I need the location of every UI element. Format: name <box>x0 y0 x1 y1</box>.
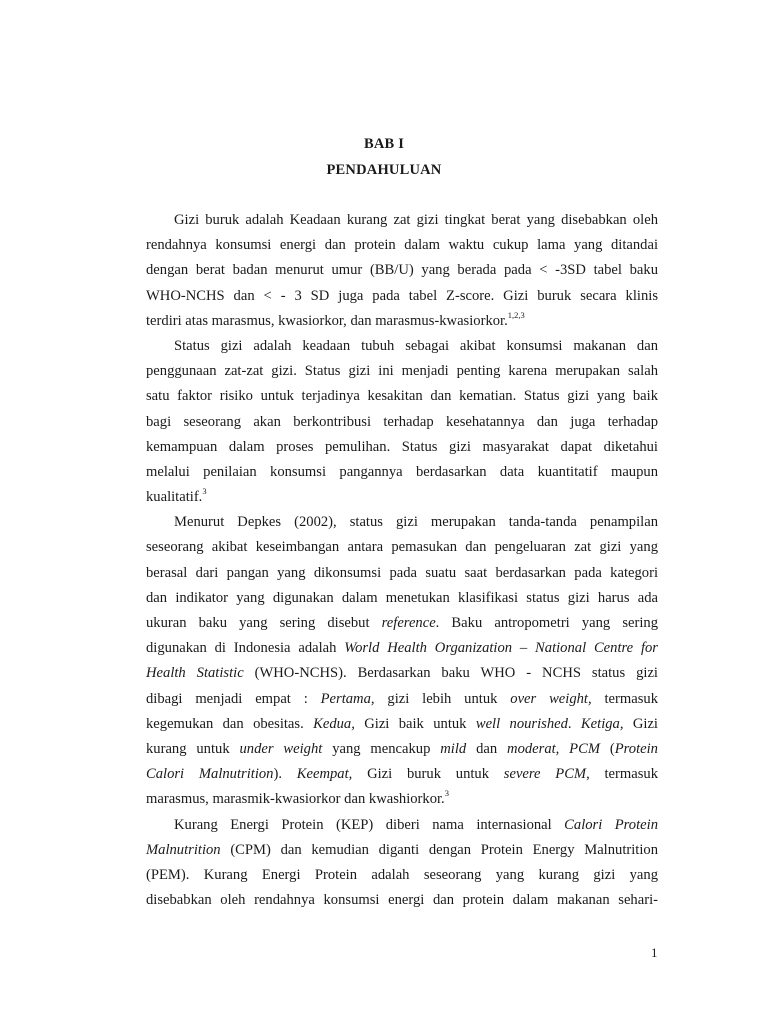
text-segment: kemampuan dalam proses pemulihan. Status gizi masyarakat dapat diketahui <box>146 438 658 455</box>
italic-term: over weight, <box>510 690 592 707</box>
text-segment: . Baku antropometri yang sering <box>435 615 658 631</box>
text-line <box>146 258 658 283</box>
text-segment: Gizi buruk adalah Keadaan kurang zat gizi tingkat berat yang disebabkan oleh <box>174 212 658 228</box>
text-segment: Kurang Energi Protein (KEP) diberi nama internasional <box>174 816 565 833</box>
page-number: 1 <box>651 945 658 960</box>
text-line <box>146 561 658 586</box>
text-line <box>146 535 658 560</box>
text-line <box>146 359 658 384</box>
italic-term: reference <box>381 615 436 631</box>
text-segment: melalui penilaian konsumsi pangannya berdasarkan data kuantitatif maupun <box>146 463 658 480</box>
italic-term: mild <box>440 740 467 757</box>
text-line <box>146 510 658 535</box>
italic-term: Keempat, <box>296 766 353 783</box>
text-line <box>146 233 658 258</box>
text-line <box>146 460 658 485</box>
text-segment: marasmus, marasmik-kwasiorkor dan kwashiorkor. <box>146 791 445 808</box>
text-line <box>146 334 658 359</box>
text-segment: (PEM). Kurang Energi Protein adalah seseorang yang kurang gizi yang <box>146 866 658 883</box>
text-line <box>146 435 658 460</box>
text-line <box>146 687 658 712</box>
italic-term: well nourished <box>475 715 568 732</box>
italic-term: Ketiga, <box>580 715 624 732</box>
text-line <box>146 813 658 838</box>
text-line <box>146 863 658 888</box>
italic-term: moderat, PCM <box>507 740 600 757</box>
text-line <box>146 208 658 233</box>
text-line <box>146 410 658 435</box>
text-segment: ( <box>600 740 615 757</box>
text-segment: Gizi <box>623 715 658 732</box>
text-segment: WHO-NCHS dan < - 3 SD juga pada tabel Z-score. Gizi buruk secara klinis <box>146 287 658 304</box>
chapter-number: BAB I <box>363 136 405 152</box>
text-segment: kurang untuk <box>146 740 240 757</box>
text-line <box>146 787 658 812</box>
text-line <box>146 888 658 913</box>
text-segment: dibagi menjadi empat : <box>146 690 321 707</box>
text-segment: . <box>567 715 581 732</box>
text-segment: kegemukan dan obesitas. <box>146 715 314 732</box>
italic-term: under weight <box>239 740 323 757</box>
text-segment: termasuk <box>591 690 658 707</box>
text-segment: dan <box>466 740 508 757</box>
text-segment: digunakan di Indonesia adalah <box>146 640 345 657</box>
text-segment: dengan berat badan menurut umur (BB/U) yang berada pada < -3SD tabel baku <box>146 262 658 279</box>
text-segment: kualitatif. <box>146 489 203 506</box>
text-line <box>146 309 658 334</box>
text-line <box>146 586 658 611</box>
italic-term: Calori Protein <box>564 816 658 833</box>
text-segment: , termasuk <box>586 766 659 783</box>
italic-term: Kedua, <box>313 715 355 732</box>
text-segment: terdiri atas marasmus, kwasiorkor, dan marasmus-kwasiorkor. <box>146 312 508 329</box>
text-segment: gizi lebih untuk <box>374 690 511 707</box>
text-segment: (WHO-NCHS). Berdasarkan baku WHO - NCHS status gizi <box>243 665 658 682</box>
text-segment: Status gizi adalah keadaan tubuh sebagai akibat konsumsi makanan dan <box>174 337 658 354</box>
text-segment: seseorang akibat keseimbangan antara pemasukan dan pengeluaran zat gizi yang <box>146 539 658 556</box>
text-segment: yang mencakup <box>322 740 441 757</box>
italic-term: Protein <box>614 740 658 757</box>
italic-term: Calori Malnutrition <box>146 766 274 783</box>
text-segment: satu faktor risiko untuk terjadinya kesakitan dan kematian. Status gizi yang baik <box>146 388 658 405</box>
text-segment: berasal dari pangan yang dikonsumsi pada suatu saat berdasarkan pada kategori <box>146 564 658 581</box>
text-segment: ). <box>273 766 297 783</box>
text-segment: rendahnya konsumsi energi dan protein dalam waktu cukup lama yang ditandai <box>146 237 658 254</box>
text-line <box>146 712 658 737</box>
text-segment: Gizi baik untuk <box>354 715 476 732</box>
text-line <box>146 611 658 636</box>
text-segment: ukuran baku yang sering disebut <box>146 615 382 631</box>
text-segment: (CPM) dan kemudian diganti dengan Protein Energy Malnutrition <box>220 841 658 858</box>
text-segment: dan indikator yang digunakan dalam menetukan klasifikasi status gizi harus ada <box>146 589 658 606</box>
italic-term: Health Statistic <box>146 665 244 682</box>
text-line <box>146 284 658 309</box>
italic-term: Pertama, <box>320 690 375 707</box>
body-text <box>146 208 658 913</box>
text-line <box>146 485 658 510</box>
text-line <box>146 762 658 787</box>
chapter-title: PENDAHULUAN <box>326 162 442 178</box>
italic-term: World Health Organization – National Centre for <box>344 640 658 657</box>
text-segment: Gizi buruk untuk <box>352 766 504 783</box>
text-segment: disebabkan oleh rendahnya konsumsi energi dan protein dalam makanan sehari- <box>146 892 658 909</box>
text-line <box>146 661 658 686</box>
text-line <box>146 636 658 661</box>
text-line <box>146 737 658 762</box>
text-segment: Menurut Depkes (2002), status gizi merupakan tanda-tanda penampilan <box>174 514 658 531</box>
italic-term: severe PCM <box>503 766 587 783</box>
text-segment: bagi seseorang akan berkontribusi terhadap kesehatannya dan juga terhadap <box>146 413 658 430</box>
text-line <box>146 384 658 409</box>
citation-superscript: 3 <box>202 486 207 497</box>
citation-superscript: 3 <box>444 788 449 799</box>
citation-superscript: 1,2,3 <box>507 309 525 320</box>
text-segment: penggunaan zat-zat gizi. Status gizi ini menjadi penting karena merupakan salah <box>146 363 658 380</box>
text-line <box>146 838 658 863</box>
italic-term: Malnutrition <box>146 841 221 858</box>
